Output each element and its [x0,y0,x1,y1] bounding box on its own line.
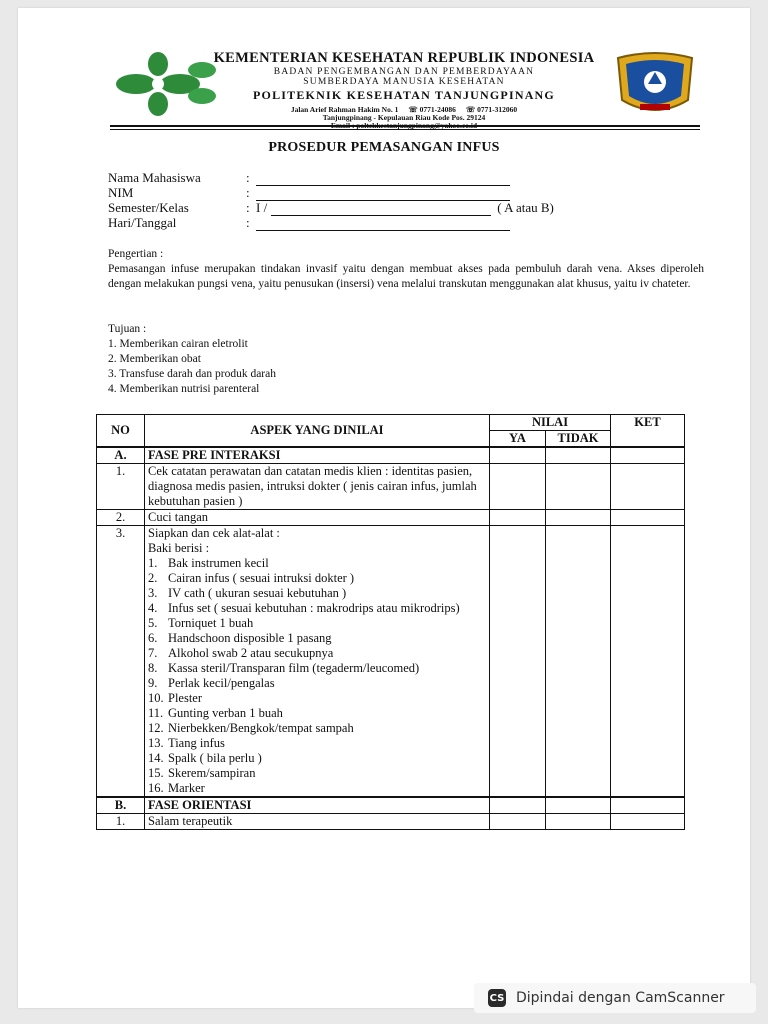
tool-item [148,706,486,721]
tool-item-text: Bak instrumen kecil [168,556,269,570]
yes-cell[interactable] [490,526,546,798]
tool-item [148,631,486,646]
tool-item [148,661,486,676]
phone-2: ☏ 0771-312060 [465,105,518,114]
camscanner-icon: CS [488,989,506,1007]
tool-item-number: 5. [148,616,158,630]
tool-item-text: Infus set ( sesuai kebutuhan : makrodrips atau mikrodrips) [168,601,460,615]
goal-item: 1. Memberikan cairan eletrolit [108,338,248,350]
tool-item-number: 2. [148,571,158,585]
identity-fields [108,171,554,231]
tool-item-number: 3. [148,586,158,600]
definition-text: Pemasangan infuse merupakan tindakan invasif yaitu dengan membuat akses pada pembuluh darah vena. Akses diperoleh dengan melakukan pungsi vena, yaitu penusukan (insersi) vena melalui transkutan menggunakan alat khusus, yaitu iv chateter. [108,263,704,290]
section-title: FASE PRE INTERAKSI [145,447,490,464]
phone-1: ☏ 0771-24086 [408,105,456,114]
table-row: 3. Siapkan dan cek alat-alat : Baki berisi : 1. Bak instrumen kecil 2. Cairan infus ( sesuai intruksi dokter ) 3. IV cath ( ukuran sesuai kebutuhan ) 4. Infus set ( sesuai kebutuhan : makrodrips atau mikrodrips) 5. Torniquet 1 buah 6. Handschoon disposible 1 pasang 7. Alkohol swab 2 atau secukupnya 8. Kassa steril/Transparan film (tegaderm/leucomed) 9. Perlak kecil/pengalas 10. Plester 11. Gunting verban 1 buah 12. Nierbekken/Bengkok/tempat sampah 13. Tiang infus 14. Spalk ( bila perlu ) 15. Skerem/sampiran 16. Marker [97,526,685,798]
yes-cell[interactable] [490,510,546,526]
name-field-row: Nama Mahasiswa : [108,171,554,186]
agency-line-1: BADAN PENGEMBANGAN DAN PEMBERDAYAAN [273,67,535,77]
yes-cell[interactable] [490,814,546,830]
semester-label: Semester/Kelas [108,200,189,215]
tool-item-number: 13. [148,736,164,750]
tool-item [148,721,486,736]
goal-item: 4. Memberikan nutrisi parenteral [108,383,260,395]
yes-cell[interactable] [490,464,546,510]
tools-list [148,556,486,796]
header-no-option: TIDAK [546,431,611,448]
agency-line-2: SUMBERDAYA MANUSIA KESEHATAN [303,77,505,87]
semester-suffix: ( A atau B) [497,200,554,215]
tool-item-number: 4. [148,601,158,615]
camscanner-text: Dipindai dengan CamScanner [516,990,725,1006]
email-line: Email : poltekkestanjungpinang@yahoo.co.id [330,121,478,130]
tool-item [148,601,486,616]
name-input-line[interactable] [256,173,510,186]
no-cell[interactable] [546,797,611,814]
tool-item-number: 7. [148,646,158,660]
ministry-name: KEMENTERIAN KESEHATAN REPUBLIK INDONESIA [213,50,595,66]
table-row: 2. Cuci tangan [97,510,685,526]
definition-heading: Pengertian : [108,248,164,260]
section-row-b: B. FASE ORIENTASI [97,797,685,814]
tool-item-text: Spalk ( bila perlu ) [168,751,262,765]
tool-item-number: 16. [148,781,164,795]
table-row: 1. Cek catatan perawatan dan catatan medis klien : identitas pasien, diagnosa medis pasien, intruksi dokter ( jenis cairan infus, jumlah kebutuhan pasien ) [97,464,685,510]
tool-item-text: Gunting verban 1 buah [168,706,283,720]
tool-item-text: Torniquet 1 buah [168,616,254,630]
tool-item [148,676,486,691]
tool-item [148,571,486,586]
tool-item-number: 8. [148,661,158,675]
no-cell[interactable] [546,464,611,510]
aspect-text [145,526,490,798]
ket-cell[interactable] [611,510,685,526]
tool-item-text: Handschoon disposible 1 pasang [168,631,332,645]
aspect-text: Cek catatan perawatan dan catatan medis klien : identitas pasien, diagnosa medis pasien, intruksi dokter ( jenis cairan infus, jumlah kebutuhan pasien ) [145,464,490,510]
goal-item: 3. Transfuse darah dan produk darah [108,368,276,380]
header-yes: YA [490,431,546,448]
aspect-text: Cuci tangan [145,510,490,526]
yes-cell[interactable] [490,447,546,464]
tool-item-text: Plester [168,691,203,705]
tool-item-text: Alkohol swab 2 atau secukupnya [168,646,334,660]
tool-item [148,556,486,571]
tool-item-text: Kassa steril/Transparan film (tegaderm/leucomed) [168,661,420,675]
letterhead-divider [110,125,700,127]
letterhead-divider-thin [110,129,700,130]
goals-heading: Tujuan : [108,323,147,335]
semester-input-line[interactable] [271,203,491,216]
kepri-emblem-icon [610,48,700,120]
date-field-row: Hari/Tanggal : [108,216,554,231]
date-label: Hari/Tanggal [108,215,177,230]
ket-cell[interactable] [611,447,685,464]
camscanner-watermark [474,983,756,1013]
section-title: FASE ORIENTASI [145,797,490,814]
tool-item [148,616,486,631]
table-header-row [97,415,685,431]
semester-field-row: Semester/Kelas : I / ( A atau B) [108,200,554,215]
tool-item [148,766,486,781]
aspect-intro: Siapkan dan cek alat-alat : [148,526,280,540]
document-page [18,8,750,1008]
aspect-text: Salam terapeutik [145,814,490,830]
date-input-line[interactable] [256,218,510,231]
nim-input-line[interactable] [256,188,510,201]
tool-item-text: Cairan infus ( sesuai intruksi dokter ) [168,571,355,585]
ket-cell[interactable] [611,797,685,814]
header-no: NO [97,415,145,448]
semester-prefix: I / [256,200,268,215]
header-aspect: ASPEK YANG DINILAI [145,415,490,448]
tool-item [148,646,486,661]
nim-label: NIM [108,185,134,200]
goals-list [108,337,704,397]
header-ket: KET [611,415,685,448]
page-title: PROSEDUR PEMASANGAN INFUS [268,140,500,155]
goal-item: 2. Memberikan obat [108,353,201,365]
no-cell[interactable] [546,526,611,798]
tool-item [148,586,486,601]
institution-name: POLITEKNIK KESEHATAN TANJUNGPINANG [253,88,555,102]
no-cell[interactable] [546,814,611,830]
tool-item-number: 12. [148,721,164,735]
tool-item-text: IV cath ( ukuran sesuai kebutuhan ) [168,586,347,600]
tool-item [148,781,486,796]
no-cell[interactable] [546,510,611,526]
name-label: Nama Mahasiswa [108,170,201,185]
assessment-table [96,414,685,830]
ket-cell[interactable] [611,814,685,830]
ket-cell[interactable] [611,464,685,510]
tool-item-text: Nierbekken/Bengkok/tempat sampah [168,721,354,735]
tool-item-text: Skerem/sampiran [168,766,256,780]
tool-item-number: 14. [148,751,164,765]
tool-item-number: 10. [148,691,164,705]
tool-item-number: 1. [148,556,158,570]
tool-item-number: 9. [148,676,158,690]
header-score: NILAI [490,415,611,431]
section-row-a: A. FASE PRE INTERAKSI [97,447,685,464]
no-cell[interactable] [546,447,611,464]
tool-item-number: 15. [148,766,164,780]
tool-item [148,736,486,751]
table-row: 1. Salam terapeutik [97,814,685,830]
tool-item [148,751,486,766]
tool-item-number: 11. [148,706,164,720]
tool-item-text: Tiang infus [168,736,225,750]
city-line: Tanjungpinang - Kepulauan Riau Kode Pos. 29124 [322,113,486,122]
nim-field-row: NIM : [108,186,554,201]
tool-item-text: Perlak kecil/pengalas [168,676,275,690]
tool-item-number: 6. [148,631,158,645]
address-text: Jalan Arief Rahman Hakim No. 1 [290,105,399,114]
tray-label: Baki berisi : [148,541,210,555]
letterhead [194,50,614,130]
yes-cell[interactable] [490,797,546,814]
tool-item-text: Marker [168,781,205,795]
ket-cell[interactable] [611,526,685,798]
tool-item [148,691,486,706]
